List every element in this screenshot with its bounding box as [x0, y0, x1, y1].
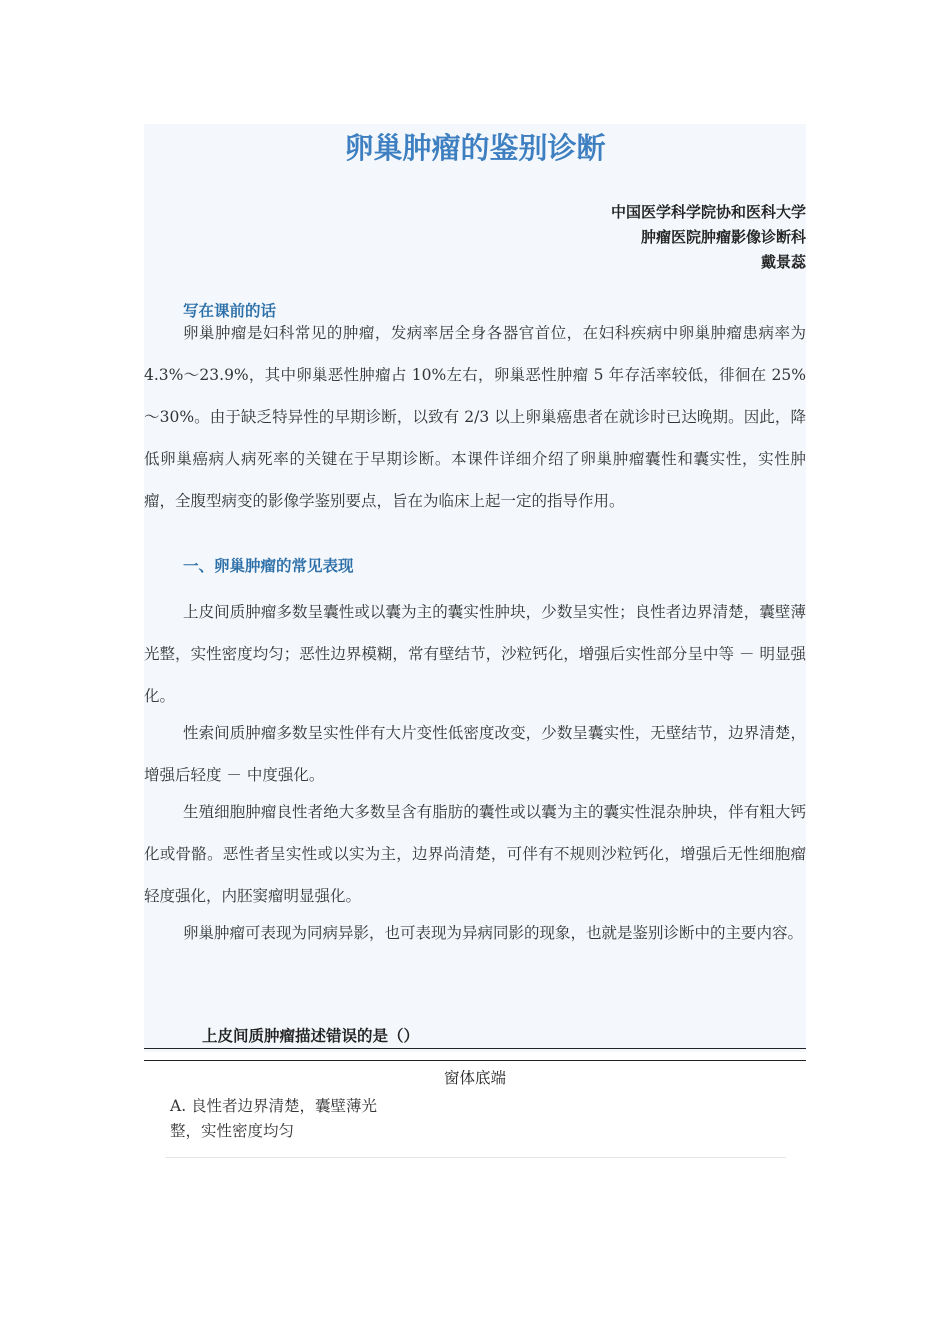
form-divider-top — [144, 1048, 806, 1049]
section1-paragraph-3: 生殖细胞肿瘤良性者绝大多数呈含有脂肪的囊性或以囊为主的囊实性混杂肿块，伴有粗大钙化或骨骼。恶性者呈实性或以实为主，边界尚清楚，可伴有不规则沙粒钙化，增强后无性细胞瘤轻度强化，内胚窦瘤明显强化。 — [144, 803, 806, 905]
answer-option-a[interactable]: A. 良性者边界清楚，囊壁薄光整，实性密度均匀 — [170, 1097, 378, 1140]
intro-paragraph: 卵巢肿瘤是妇科常见的肿瘤，发病率居全身各器官首位，在妇科疾病中卵巢肿瘤患病率为 4.3%～23.9%，其中卵巢恶性肿瘤占 10%左右，卵巢恶性肿瘤 5 年存活率较低，徘徊在 25%～30%。由于缺乏特异性的早期诊断，以致有 2/3 以上卵巢癌患者在就诊时已达晚期。因此，降低卵巢癌病人病死率的关键在于早期诊断。本课件详细介绍了卵巢肿瘤囊性和囊实性，实性肿瘤，全腹型病变的影像学鉴别要点，旨在为临床上起一定的指导作用。 — [144, 324, 806, 510]
section1-heading: 一、卵巢肿瘤的常见表现 — [183, 557, 354, 575]
author-affiliation-2: 肿瘤医院肿瘤影像诊断科 — [640, 228, 806, 246]
author-affiliation-1: 中国医学科学院协和医科大学 — [610, 203, 806, 221]
section1-paragraph-4: 卵巢肿瘤可表现为同病异影，也可表现为异病同影的现象，也就是鉴别诊断中的主要内容。 — [183, 924, 804, 942]
quiz-question: 上皮间质肿瘤描述错误的是（） — [202, 1027, 420, 1045]
section1-paragraph-1: 上皮间质肿瘤多数呈囊性或以囊为主的囊实性肿块，少数呈实性；良性者边界清楚，囊壁薄光整，实性密度均匀；恶性边界模糊，常有壁结节，沙粒钙化，增强后实性部分呈中等 － 明显强化。 — [144, 603, 806, 705]
form-divider-bottom — [144, 1060, 806, 1061]
document-title: 卵巢肿瘤的鉴别诊断 — [344, 131, 606, 165]
section1-paragraph-2: 性索间质肿瘤多数呈实性伴有大片变性低密度改变，少数呈囊实性，无壁结节，边界清楚，增强后轻度 － 中度强化。 — [144, 724, 806, 784]
option-divider — [165, 1157, 786, 1158]
author-name: 戴景蕊 — [760, 253, 806, 271]
intro-heading: 写在课前的话 — [183, 302, 277, 320]
form-bottom-label: 窗体底端 — [443, 1069, 506, 1087]
